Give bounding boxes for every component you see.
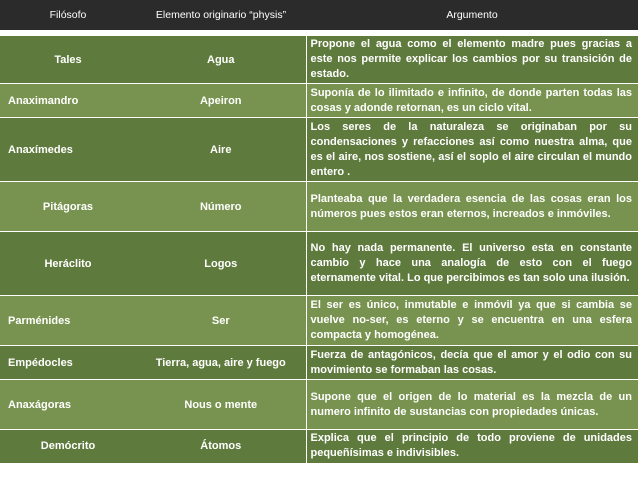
philosopher-cell: Empédocles — [0, 346, 136, 380]
argument-cell: El ser es único, inmutable e inmóvil ya que si cambia se vuelve no-ser, es eterno y se encuentra en una esfera compacta y homogénea. — [306, 296, 638, 346]
philosopher-cell: Pitágoras — [0, 182, 136, 232]
element-cell: Aire — [136, 118, 306, 182]
element-cell: Agua — [136, 33, 306, 84]
argument-cell: Los seres de la naturaleza se originaban por su condensaciones y refacciones así como nuestra alma, que es el aire, nos sostiene, así el soplo el aire circulan el mundo entero . — [306, 118, 638, 182]
philosopher-cell: Parménides — [0, 296, 136, 346]
philosopher-cell: Anaximandro — [0, 84, 136, 118]
table-row — [0, 346, 638, 380]
table-header-row — [0, 0, 638, 33]
table-row — [0, 232, 638, 296]
element-cell: Tierra, agua, aire y fuego — [136, 346, 306, 380]
table-row — [0, 33, 638, 84]
table-row — [0, 182, 638, 232]
philosopher-cell: Anaxágoras — [0, 380, 136, 430]
table-row — [0, 380, 638, 430]
philosopher-cell: Anaxímedes — [0, 118, 136, 182]
element-cell: Número — [136, 182, 306, 232]
table-row — [0, 118, 638, 182]
philosopher-cell: Heráclito — [0, 232, 136, 296]
argument-cell: Fuerza de antagónicos, decía que el amor y el odio con su movimiento se formaban las cosas. — [306, 346, 638, 380]
argument-cell: Explica que el principio de todo proviene de unidades pequeñísimas e indivisibles. — [306, 430, 638, 463]
philosopher-cell: Tales — [0, 33, 136, 84]
element-cell: Átomos — [136, 430, 306, 463]
element-cell: Apeiron — [136, 84, 306, 118]
element-cell: Ser — [136, 296, 306, 346]
table-row — [0, 84, 638, 118]
element-cell: Logos — [136, 232, 306, 296]
table-row — [0, 296, 638, 346]
philosopher-cell: Demócrito — [0, 430, 136, 463]
argument-cell: Planteaba que la verdadera esencia de las cosas eran los números pues estos eran eternos, increados e inmóviles. — [306, 182, 638, 232]
header-argument: Argumento — [306, 0, 638, 33]
argument-cell: Propone el agua como el elemento madre pues gracias a este nos permite explicar los cambios por su transición de estado. — [306, 33, 638, 84]
element-cell: Nous o mente — [136, 380, 306, 430]
argument-cell: Supone que el origen de lo material es la mezcla de un numero infinito de sustancias con propiedades únicas. — [306, 380, 638, 430]
argument-cell: No hay nada permanente. El universo esta en constante cambio y hace una analogía de esto con el fuego eternamente vital. Lo que percibimos es tan solo una ilusión. — [306, 232, 638, 296]
argument-cell: Suponía de lo ilimitado e infinito, de donde parten todas las cosas y adonde retornan, es un ciclo vital. — [306, 84, 638, 118]
header-element: Elemento originario “physis” — [136, 0, 306, 33]
table-row — [0, 430, 638, 463]
header-philosopher: Filósofo — [0, 0, 136, 33]
